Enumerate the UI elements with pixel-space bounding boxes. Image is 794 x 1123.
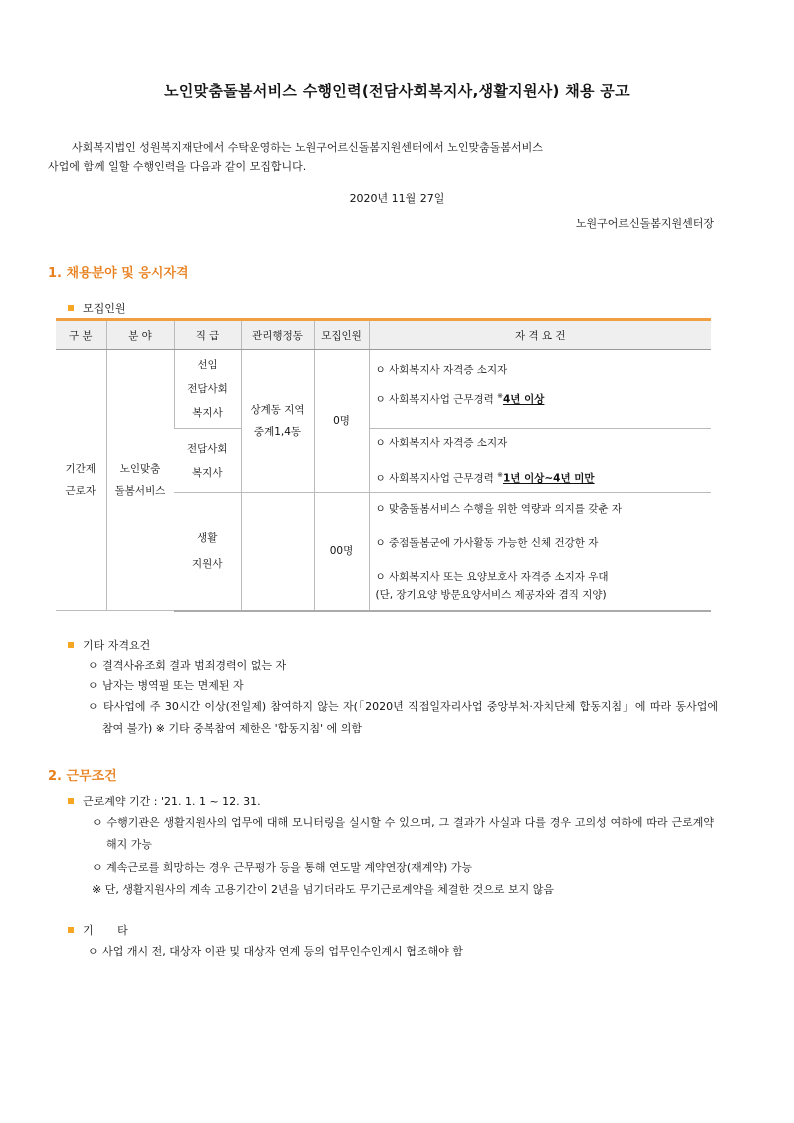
header-rank: 직 급	[174, 320, 241, 350]
career-requirement: ㅇ 사회복지사업 근무경력 ※1년 이상~4년 미만	[375, 471, 595, 485]
subsection-etc-label: 기 타	[83, 924, 138, 937]
requirements-cell-life-supporter: ㅇ 맞춤돌봄서비스 수행을 위한 역량과 의지를 갖춘 자 ㅇ 중점돌봄군에 가사활동 가능한 신체 건강한 자 ㅇ 사회복지사 또는 요양보호사 자격증 소지자 우대 (단, 장기요양 방문요양서비스 제공자와 겸직 지양)	[369, 493, 711, 611]
rank-cell-social-worker: 전담사회 복지사	[174, 429, 241, 493]
list-item: ※ 단, 생활지원사의 계속 고용기간이 2년을 넘기더라도 무기근로계약을 체결한 것으로 보지 않음	[92, 883, 554, 896]
table-row	[56, 350, 711, 429]
count-cell-social-worker: 0명	[314, 350, 369, 493]
requirements-cell-social-worker: ㅇ 사회복지사 자격증 소지자 ㅇ 사회복지사업 근무경력 ※1년 이상~4년 미만	[369, 429, 711, 493]
organization-signature: 노원구어르신돌봄지원센터장	[575, 217, 714, 230]
announcement-date: 2020년 11월 27일	[349, 192, 445, 205]
bullet-square-icon	[68, 642, 74, 648]
list-item: ㅇ 사업 개시 전, 대상자 이관 및 대상자 연계 등의 업무인수인계시 협조해야 함	[88, 945, 463, 958]
subsection-recruitment	[68, 300, 126, 316]
intro-line-1: 사회복지법인 성원복지재단에서 수탁운영하는 노원구어르신돌봄지원센터에서 노인맞춤돌봄서비스	[72, 141, 543, 154]
header-requirements: 자 격 요 건	[369, 320, 711, 350]
list-item: ㅇ 수행기관은 생활지원사의 업무에 대해 모니터링을 실시할 수 있으며, 그 결과가 사실과 다를 경우 고의성 여하에 따라 근로계약 해지 가능	[92, 816, 714, 851]
subsection-recruitment-label: 모집인원	[83, 302, 126, 315]
intro-line-2: 사업에 함께 일할 수행인력을 다음과 같이 모집합니다.	[48, 160, 307, 173]
section-2-heading: 2. 근무조건	[48, 769, 117, 784]
etc-list	[88, 942, 718, 962]
field-cell: 노인맞춤 돌봄서비스	[106, 350, 174, 611]
subsection-other-requirements	[68, 637, 150, 653]
header-field: 분 야	[106, 320, 174, 350]
bullet-square-icon	[68, 798, 74, 804]
section-1-heading: 1. 채용분야 및 응시자격	[48, 266, 189, 281]
district-cell-empty	[241, 493, 314, 611]
list-item: ㅇ 결격사유조회 결과 범죄경력이 없는 자	[88, 659, 287, 672]
count-cell-life-supporter: 00명	[314, 493, 369, 611]
header-district: 관리행정동	[241, 320, 314, 350]
requirements-cell-senior: ㅇ 사회복지사 자격증 소지자 ㅇ 사회복지사업 근무경력 ※4년 이상	[369, 350, 711, 429]
subsection-etc	[68, 922, 138, 938]
header-category: 구 분	[56, 320, 106, 350]
page-title: 노인맞춤돌봄서비스 수행인력(전담사회복지사,생활지원사) 채용 공고	[164, 82, 630, 100]
list-item: ㅇ 계속근로를 희망하는 경우 근무평가 등을 통해 연도말 계약연장(재계약) 가능	[92, 861, 473, 874]
contract-period	[68, 793, 261, 809]
contract-period-label: 근로계약 기간 : '21. 1. 1 ~ 12. 31.	[83, 795, 261, 808]
career-requirement: ㅇ 사회복지사업 근무경력 ※4년 이상	[375, 392, 545, 406]
category-cell: 기간제 근로자	[56, 350, 106, 611]
bullet-square-icon	[68, 927, 74, 933]
header-count: 모집인원	[314, 320, 369, 350]
rank-cell-life-supporter: 생활 지원사	[174, 493, 241, 611]
work-conditions-list	[92, 812, 714, 900]
recruitment-table	[56, 318, 711, 612]
district-cell: 상계동 지역 중계1,4동	[241, 350, 314, 493]
bullet-square-icon	[68, 305, 74, 311]
table-header-row	[56, 320, 711, 350]
list-item: ㅇ 타사업에 주 30시간 이상(전일제) 참여하지 않는 자(「2020년 직접일자리사업 중앙부처·자치단체 합동지침」에 따라 동사업에 참여 불가) ※ 기타 중복참여 제한은 '합동지침' 에 의함	[88, 700, 718, 735]
subsection-other-label: 기타 자격요건	[83, 639, 151, 652]
other-requirements-list	[88, 656, 718, 740]
intro-paragraph	[48, 138, 728, 176]
rank-cell-senior: 선임 전담사회 복지사	[174, 350, 241, 429]
list-item: ㅇ 남자는 병역필 또는 면제된 자	[88, 679, 244, 692]
